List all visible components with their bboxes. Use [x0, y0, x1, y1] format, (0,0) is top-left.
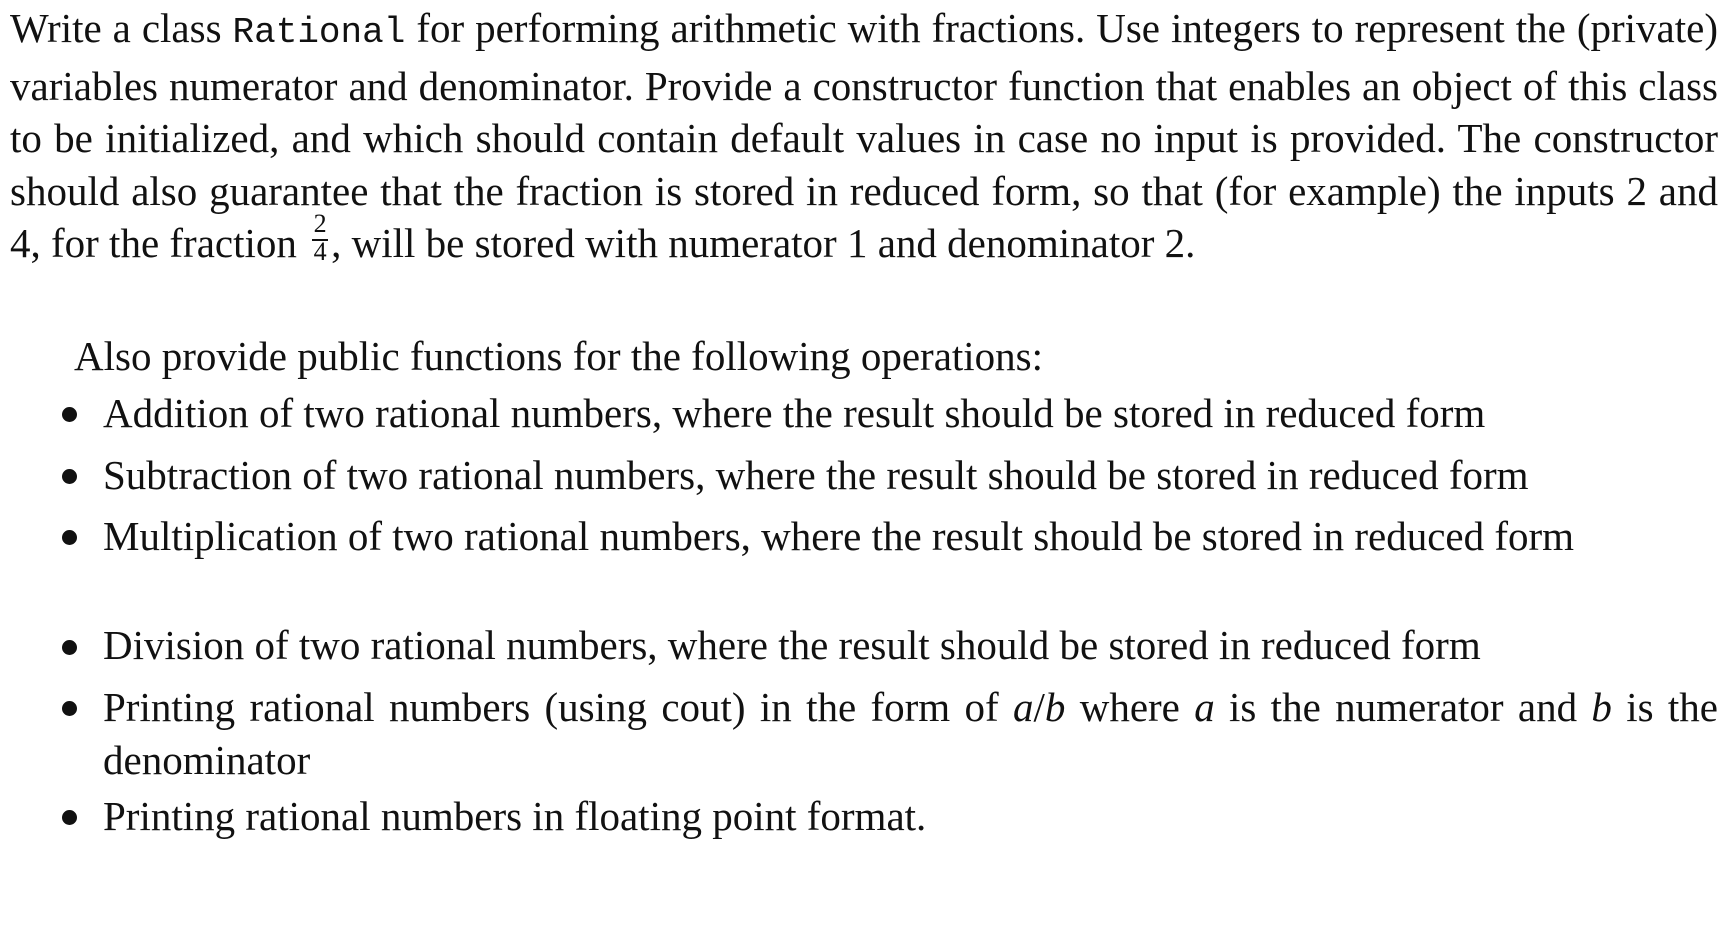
math-variable-b: b — [1591, 684, 1612, 730]
math-variable-b: b — [1044, 684, 1066, 730]
bullet-icon — [62, 469, 77, 484]
operation-text-part4: is the denominator — [103, 684, 1718, 783]
fraction-numerator: 2 — [313, 209, 327, 238]
intro-text-part1: Write a class — [10, 5, 233, 51]
operation-text: Multiplication of two rational numbers, where the result should be stored in reduced form — [103, 513, 1575, 559]
math-variable-a: a — [1013, 684, 1034, 730]
operation-text: Division of two rational numbers, where the result should be stored in reduced form — [103, 622, 1481, 668]
operations-lead: Also provide public functions for the following operations: — [74, 333, 1044, 379]
operation-text — [103, 681, 1718, 786]
operation-text-part3: is the numerator and — [1214, 684, 1592, 730]
math-variable-a: a — [1194, 684, 1215, 730]
fraction-denominator: 4 — [313, 237, 327, 266]
operation-text-part2: where — [1065, 684, 1195, 730]
class-name-code: Rational — [232, 12, 406, 53]
bullet-icon — [62, 640, 77, 655]
operation-text-part1: Printing rational numbers (using cout) in the form of — [103, 684, 1013, 730]
bullet-icon — [62, 810, 77, 825]
operation-text: Subtraction of two rational numbers, where the result should be stored in reduced form — [103, 452, 1529, 498]
bullet-icon — [62, 407, 77, 422]
math-slash: / — [1033, 684, 1045, 730]
intro-text-part3: , will be stored with numerator 1 and denominator 2. — [331, 220, 1196, 266]
bullet-icon — [62, 530, 77, 545]
operation-text: Addition of two rational numbers, where the result should be stored in reduced form — [103, 390, 1486, 436]
bullet-icon — [62, 701, 77, 716]
operation-text: Printing rational numbers in floating point format. — [103, 793, 927, 839]
intro-text-part2: for performing arithmetic with fractions. Use integers to represent the (private) variables numerator and denominator. Provide a constructor function that enables an object of this class to be initialized, and which should contain default values in case no input is provided. The constructor should also guarantee that the fraction is stored in reduced form, so that (for example) the inputs 2 and 4, for the fraction — [10, 5, 1718, 266]
